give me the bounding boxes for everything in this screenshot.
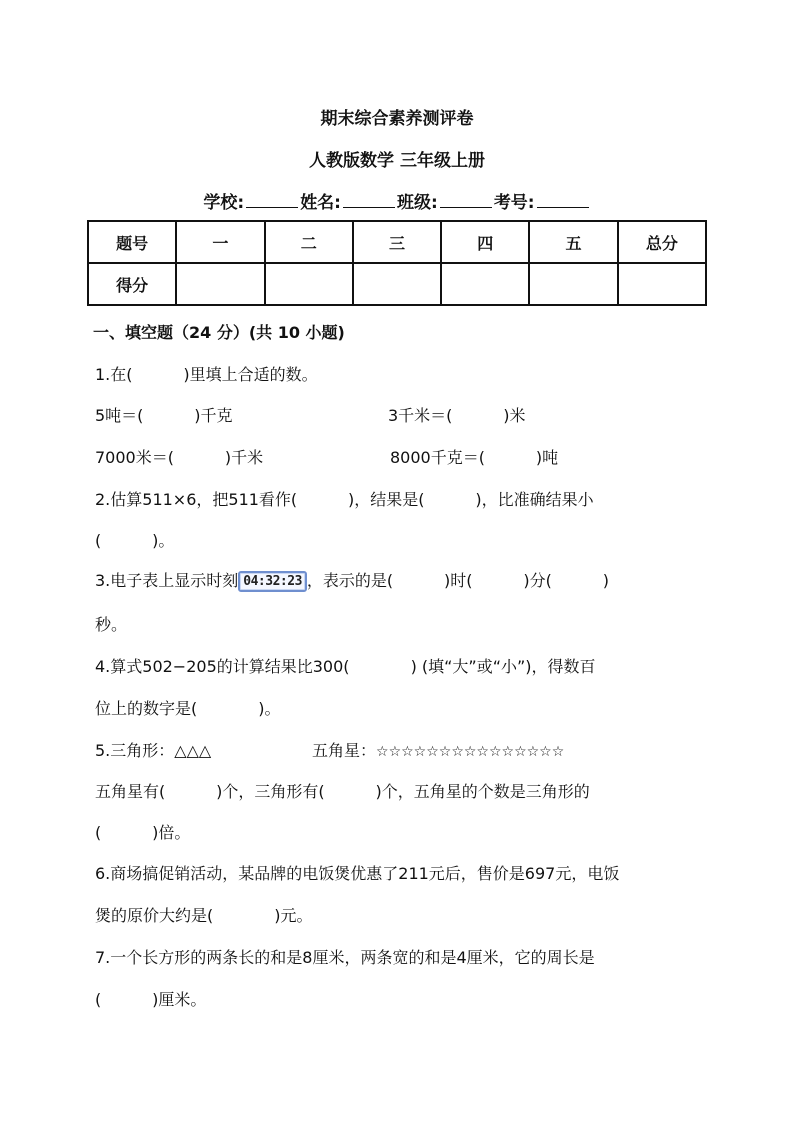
score-table [87, 220, 707, 306]
header-cell: 三 [353, 221, 441, 263]
q3-suffix: ，表示的是( )时( )分( ) [306, 571, 609, 590]
exam-title: 期末综合素养测评卷 [320, 109, 474, 129]
score-cell[interactable] [618, 263, 706, 305]
q7-line2: ( )厘米。 [95, 990, 207, 1009]
name-blank[interactable] [343, 193, 395, 208]
exam-no-blank[interactable] [537, 193, 589, 208]
score-cell[interactable] [265, 263, 353, 305]
q5-stars [312, 738, 564, 761]
q3-line2: 秒。 [95, 615, 128, 634]
header-cell: 题号 [88, 221, 176, 263]
star-icons: ☆☆☆☆☆☆☆☆☆☆☆☆☆☆☆ [376, 744, 565, 760]
digital-clock-display: 04:32:23 [238, 571, 307, 592]
q5-triangles [95, 738, 211, 761]
header-cell: 一 [176, 221, 264, 263]
header-cell: 四 [441, 221, 529, 263]
score-cell[interactable] [441, 263, 529, 305]
triangle-icons: △△△ [174, 741, 212, 760]
exam-subtitle: 人教版数学 三年级上册 [309, 151, 485, 171]
header-cell: 二 [265, 221, 353, 263]
q6-line2: 煲的原价大约是( )元。 [95, 906, 313, 925]
q4-line2: 位上的数字是( )。 [95, 699, 281, 718]
q5-triangles-label: 5.三角形： [95, 741, 175, 760]
q5-line3: ( )倍。 [95, 823, 191, 842]
score-table-header-row [88, 221, 706, 263]
score-cell[interactable] [353, 263, 441, 305]
exam-no-label: 考号: [493, 193, 535, 213]
q3-line1 [95, 568, 609, 592]
q1-a: 5吨＝( )千克 [95, 406, 233, 425]
class-label: 班级: [397, 193, 438, 213]
class-blank[interactable] [440, 193, 492, 208]
q4-line1: 4.算式502−205的计算结果比300( ) (填“大”或“小”)，得数百 [95, 657, 596, 676]
score-label-cell: 得分 [88, 263, 176, 305]
q1-d: 8000千克＝( )吨 [390, 448, 559, 467]
q5-stars-label: 五角星： [312, 741, 377, 760]
school-blank[interactable] [246, 193, 298, 208]
score-cell[interactable] [529, 263, 617, 305]
q2-line1: 2.估算511×6，把511看作( )，结果是( )，比准确结果小 [95, 490, 594, 509]
header-cell: 总分 [618, 221, 706, 263]
q3-prefix: 3.电子表上显示时刻 [95, 571, 239, 590]
header-cell: 五 [529, 221, 617, 263]
student-info-line [0, 188, 794, 213]
school-label: 学校: [203, 193, 245, 213]
q1-c: 7000米＝( )千米 [95, 448, 264, 467]
q2-line2: ( )。 [95, 531, 175, 550]
q7-line1: 7.一个长方形的两条长的和是8厘米，两条宽的和是4厘米，它的周长是 [95, 948, 595, 967]
q5-line2: 五角星有( )个，三角形有( )个，五角星的个数是三角形的 [95, 782, 590, 801]
q1-b: 3千米＝( )米 [388, 406, 526, 425]
q1-text: 1.在( )里填上合适的数。 [95, 365, 318, 384]
name-label: 姓名: [300, 193, 341, 213]
score-cell[interactable] [176, 263, 264, 305]
q6-line1: 6.商场搞促销活动，某品牌的电饭煲优惠了211元后，售价是697元，电饭 [95, 864, 620, 883]
section-1-title: 一、填空题（24 分）(共 10 小题) [93, 323, 345, 342]
score-table-score-row [88, 263, 706, 305]
